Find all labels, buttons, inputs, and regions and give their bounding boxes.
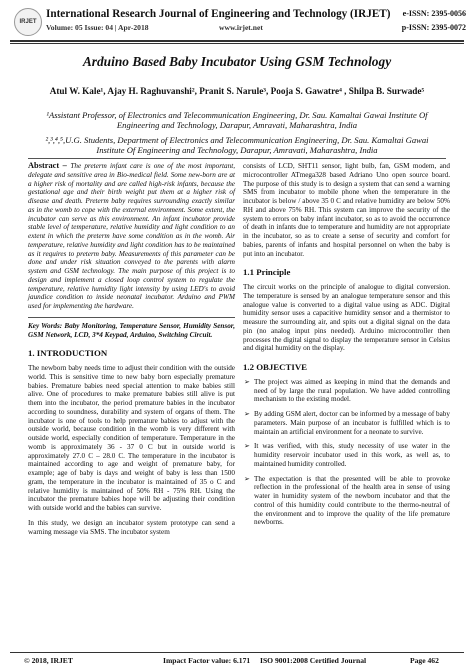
abstract [28, 162, 235, 311]
objective-list [243, 378, 450, 527]
journal-logo: IRJET [14, 8, 42, 36]
arrow-bullet-icon: ➢ [244, 377, 251, 386]
footer-impact-factor: Impact Factor value: 6.171 [163, 656, 251, 665]
section-heading-principle: 1.1 Principle [243, 267, 291, 278]
section-heading-objective: 1.2 OBJECTIVE [243, 362, 308, 372]
header-rule [10, 40, 464, 42]
author-list: Atul W. Kale¹, Ajay H. Raghuvanshi², Pranit S. Narule³, Pooja S. Gawatre⁴ , Shilpa B. Surwade⁵ [49, 86, 425, 96]
paper-title: Arduino Based Baby Incubator Using GSM Technology [82, 54, 392, 69]
keywords-label: Key Words: [28, 321, 63, 330]
e-issn: e-ISSN: 2395-0056 [402, 9, 466, 18]
journal-header [14, 6, 466, 44]
objective-item [244, 474, 450, 528]
objective-item-text: It was verified, with this, study necessity of use water in the humidity reservoir incubator used in this work, as well as, to maintained humidity controlled. [254, 442, 450, 468]
keywords [28, 322, 235, 340]
left-column [28, 162, 235, 542]
arrow-bullet-icon: ➢ [244, 474, 251, 483]
footer-page-number: Page 462 [410, 656, 439, 665]
intro-paragraph-1: The newborn baby needs time to adjust their condition with the outside world. This is sensitive time to new baby born especially premature babies. Premature babies need special attention to make babies still alive. One of procedures to make premature babies still alive is put them into the incubator, the period premature babies in the incubator according to soundness, durability and system of organs of them. The incubator is one of tools to help premature babies to adjust with the outside world, because condition in the womb is very different with outside world, especially condition of temperature. Temperature in the womb is approximately 36 - 37 0 C but in outside world is approximately 27.0 C – 28.0 C. The temperature in the incubator is maintained according to age and weight of premature baby, for example; age of baby is days and weight of baby is less than 1500 gram, the temperature in the incubator is maintained of 35 o C and relative humidity is maintained of 50% RH - 75% RH. Using the incubator the premature babies hope will be adjusting their condition with outside world and the babies can survive. [28, 364, 235, 512]
arrow-bullet-icon: ➢ [244, 410, 251, 418]
footer-copyright: © 2018, IRJET [24, 656, 73, 665]
objective-item-text: By adding GSM alert, doctor can be informed by a message of baby parameters. Main purpose of an incubator is fulfilled which is to maintain an artificial environment for a neonate to survive. [254, 410, 450, 436]
arrow-bullet-icon: ➢ [244, 442, 251, 451]
journal-title: International Research Journal of Engineering and Technology (IRJET) [46, 8, 391, 20]
objective-item [244, 442, 450, 468]
principle-paragraph: The circuit works on the principle of analogue to digital conversion. The temperature is sensed by an analogue temperature sensor and this analogue value is converted to a digital value using as ADC. Digital humidity sensor uses a capacitive humidity sensor and a thermistor to measure the surrounding air, and spits out a digital signal on the data pin (no analog input pins needed). Arduino microcontroller then processes the digital signal to display the temperature sensor in Celsius and digital humidity on the display. [243, 283, 450, 353]
affiliation-1: ¹Assistant Professor, of Electronics and Telecommunication Engineering, Dr. Sau. Kamaltai Gawai Institute Of Engineering and Technology, Darapur, Amravati, Maharashtra, India [46, 110, 428, 131]
title-separator [28, 158, 446, 159]
keywords-text: Baby Monitoring, Temperature Sensor, Humidity Sensor, GSM Network, LCD, 3*4 Keypad, Arduino, Switching Circuit. [28, 321, 236, 339]
abstract-text: The preterm infant care is one of the most important, delegate and sensitive area in Bio-medical field. Some new-born are at a higher risk of mortality and are called high-risk infants, because the gestational age and their birth weight put them at a higher risk of disease and death. Preterm baby requires surrounding exactly similar as in the womb to cope with the external environment. Some extent, the incubator can serve as this environment. An infant incubator provide stable level of temperature, relative humidity and light condition to an extent in which the preterm have some condition as in the womb. Air temperature, relative humidity and light condition has to be maintained as it requires to preterm baby. Measurements of this parameter can be done and under risk situation conveyed to the parents with alarm system and GSM technology. The main purpose of this project is to design and implement a closed loop control system to regulate the temperature, relative humidity light intensity by using LED's to avoid jaundice condition to inside neonatal incubator. Arduino and PWM used for implementing the hardware. [28, 162, 235, 310]
intro-paragraph-3: consists of LCD, SHT11 sensor, light bulb, fan, GSM modem, and microcontroller ATmega328 based Adriano Uno open source board. The purpose of this study is to design a system that can send a warning SMS from incubator to mobile phone when the temperature in the incubator is below / above 35 0 C and relative humidity are below 50% RH and above 75% RH. This system can improve the security of the system to errors on baby infant incubator, so as to avoid the occurrence of death in infants due to temperature and humidity are not appropriate in the incubator, so as to create a sense of security and comfort for babies, parents of infants and hospital personnel on when the baby is put into an incubator. [243, 162, 450, 258]
footer-rule [10, 652, 464, 653]
objective-item [244, 410, 450, 436]
section-heading-introduction: 1. INTRODUCTION [28, 348, 108, 359]
abstract-label: Abstract – [28, 161, 71, 170]
p-issn: p-ISSN: 2395-0072 [401, 23, 466, 32]
volume-issue: Volume: 05 Issue: 04 | Apr-2018 [46, 23, 149, 32]
journal-url[interactable]: www.irjet.net [219, 23, 263, 32]
keywords-rule [28, 317, 235, 318]
footer-iso: ISO 9001:2008 Certified Journal [260, 656, 367, 665]
header-rule-thin [10, 43, 464, 44]
objective-item-text: The expectation is that the presented will be able to provoke reflection in the professional of the health area in sense of using water in humidity system of the newborn incubator and that the control of this humidity could contribute to the thermo-neutral of the environment and to improve the quality of the life premature newborns. [254, 474, 450, 527]
right-column [243, 162, 450, 533]
objective-item-text: The project was aimed as keeping in mind that the demands and need of by large the rural population. We have added controlling mechanism to the existing model. [254, 377, 450, 404]
affiliation-2: ²,³,⁴,⁵,U.G. Students, Department of Electronics and Telecommunication Engineering, Dr. Sau. Kamaltai Gawai Institute Of Engineering and Technology, Darapur, Amravati, Maharashtra, India [45, 135, 429, 156]
intro-paragraph-2: In this study, we design an incubator system prototype can send a warning message via SMS. The incubator system [28, 518, 235, 536]
objective-item [244, 377, 450, 404]
